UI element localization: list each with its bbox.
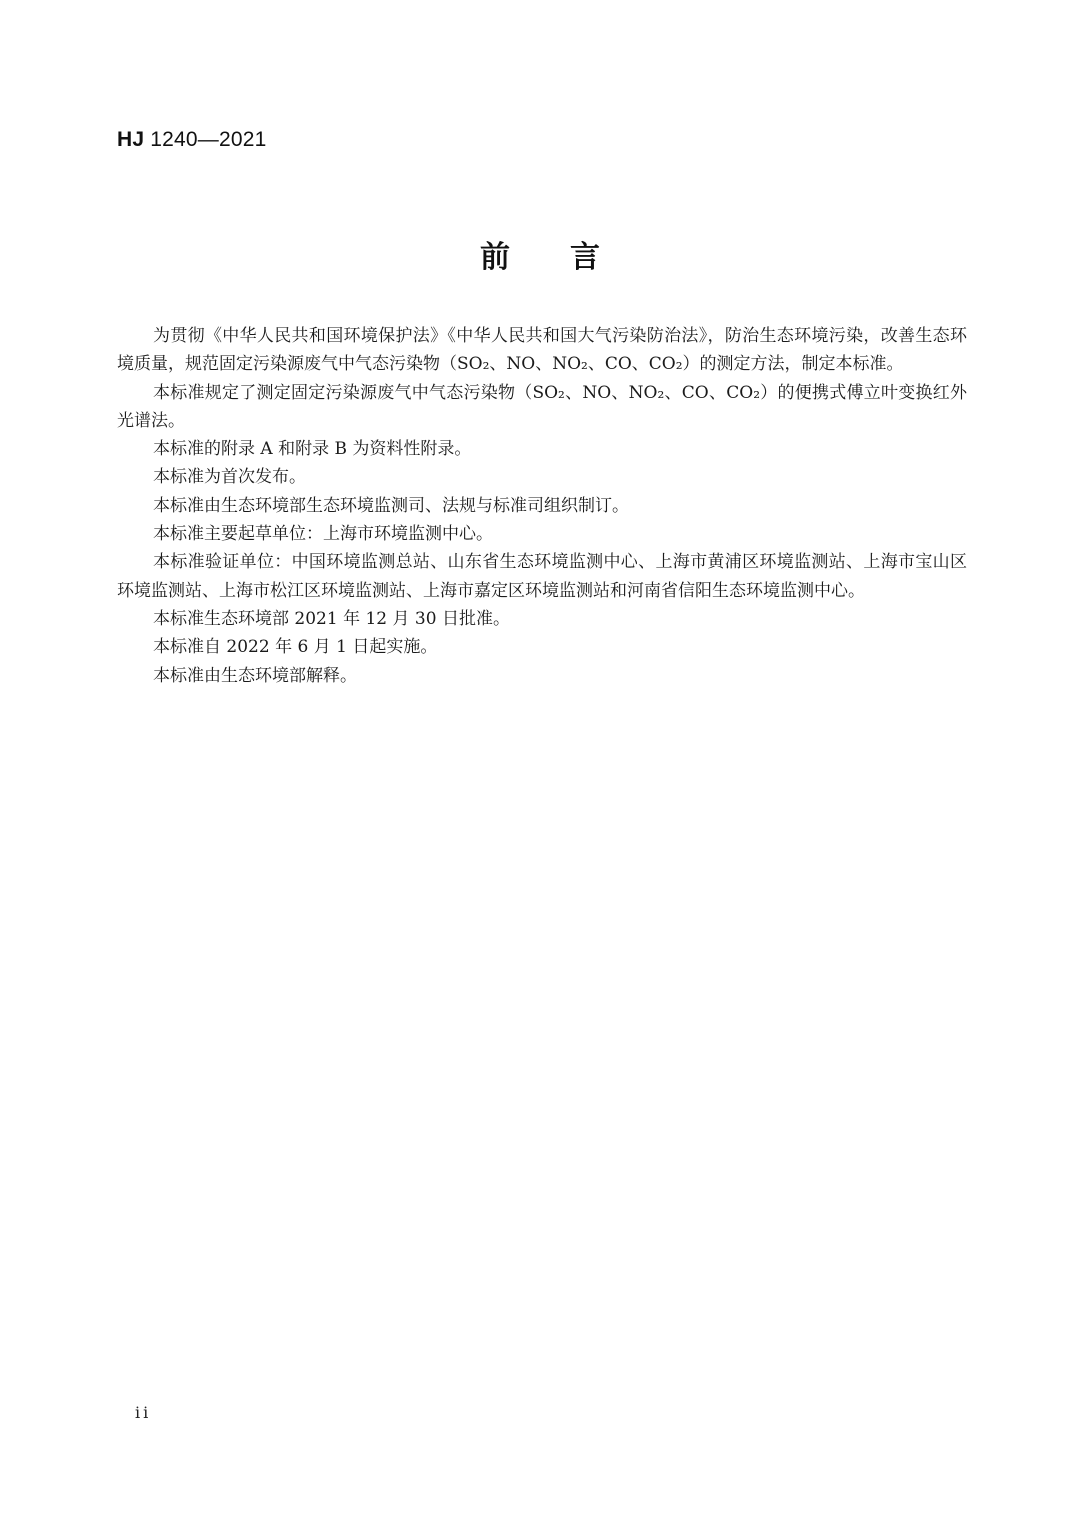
paragraph-purpose: 为贯彻《中华人民共和国环境保护法》《中华人民共和国大气污染防治法》，防治生态环境污染，改善生态环境质量，规范固定污染源废气中气态污染物（SO₂、NO、NO₂、CO、CO₂）的测定方法，制定本标准。 bbox=[117, 326, 967, 375]
paragraph-approval: 本标准生态环境部 2021 年 12 月 30 日批准。 bbox=[153, 608, 510, 629]
paragraph-scope: 本标准规定了测定固定污染源废气中气态污染物（SO₂、NO、NO₂、CO、CO₂）的便携式傅立叶变换红外光谱法。 bbox=[117, 382, 967, 431]
page-number: ii bbox=[135, 1403, 152, 1422]
paragraph-drafter: 本标准主要起草单位：上海市环境监测中心。 bbox=[153, 524, 493, 545]
paragraph-appendix: 本标准的附录 A 和附录 B 为资料性附录。 bbox=[153, 439, 472, 460]
standard-code-number: 1240—2021 bbox=[150, 128, 267, 151]
standard-code-prefix: HJ bbox=[117, 128, 145, 151]
foreword-body bbox=[117, 322, 967, 690]
paragraph-interpretation: 本标准由生态环境部解释。 bbox=[153, 665, 357, 686]
page-title: 前言 bbox=[480, 240, 660, 275]
paragraph-verifiers: 本标准验证单位：中国环境监测总站、山东省生态环境监测中心、上海市黄浦区环境监测站、上海市宝山区环境监测站、上海市松江区环境监测站、上海市嘉定区环境监测站和河南省信阳生态环境监测中心。 bbox=[117, 552, 967, 601]
paragraph-implementation: 本标准自 2022 年 6 月 1 日起实施。 bbox=[153, 637, 438, 658]
standard-code bbox=[117, 128, 266, 152]
paragraph-first-release: 本标准为首次发布。 bbox=[153, 467, 306, 488]
paragraph-organizer: 本标准由生态环境部生态环境监测司、法规与标准司组织制订。 bbox=[153, 495, 629, 516]
